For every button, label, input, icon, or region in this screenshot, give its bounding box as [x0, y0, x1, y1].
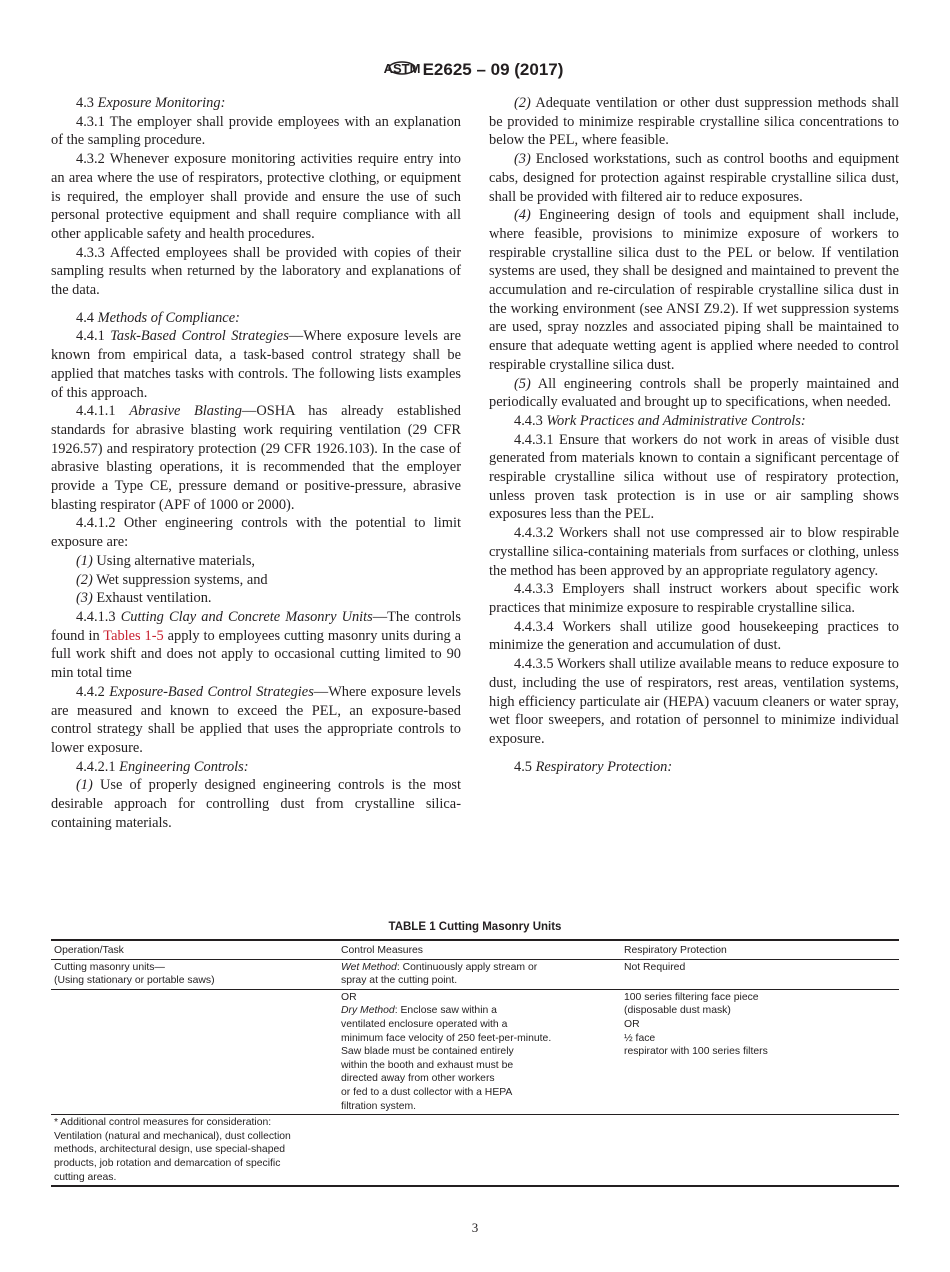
text-run: 4.4.1.1: [76, 403, 130, 420]
italic-text: Work Practices and Administrative Controls:: [546, 412, 806, 429]
text-run: 4.4.1.3: [76, 608, 121, 625]
italic-text: Task-Based Control Strategies: [110, 328, 289, 345]
text-run: 4.4.3.4 Workers shall utilize good housekeeping practices to minimize the generation and accumulation of dust.: [489, 618, 899, 654]
table-cell: [338, 959, 621, 989]
table-row: [51, 1115, 899, 1186]
text-run: apply to employees cutting masonry units during a full work shift and does not apply to occasional cutting limited to 90 min total time: [51, 627, 462, 682]
italic-text: (3): [514, 151, 531, 168]
table-title: TABLE 1 Cutting Masonry Units: [388, 921, 562, 933]
text-run: 4.4.1.2 Other engineering controls with the potential to limit exposure are:: [51, 515, 461, 551]
paragraph: [489, 655, 899, 749]
paragraph: [51, 758, 461, 777]
text-run: Adequate ventilation or other dust suppression methods shall be provided to minimize respirable crystalline silica concentrations to below the PEL, where feasible.: [489, 95, 899, 149]
paragraph: [51, 683, 461, 758]
table-cell: 100 series filtering face piece (disposable dust mask) OR ½ face respirator with 100 series filters: [621, 989, 899, 1114]
paragraph: [489, 94, 899, 150]
italic-text: (3): [76, 590, 93, 607]
text-run: 4.4.3: [514, 412, 547, 429]
paragraph: [51, 552, 461, 571]
paragraph: [489, 431, 899, 525]
table-row: [51, 959, 899, 989]
text-run: Use of properly designed engineering controls is the most desirable approach for controlling dust from crystalline silica-containing materials.: [51, 777, 461, 831]
paragraph: [51, 402, 461, 514]
text-run: 4.4.3.2 Workers shall not use compressed air to blow respirable crystalline silica-containing materials from surfaces or clothing, unless the method has been approved by an appropriate regulatory agency.: [489, 525, 899, 579]
header-cell: Respiratory Protection: [621, 940, 899, 959]
text-run: Exhaust ventilation.: [92, 590, 212, 607]
text-run: —Where exposure levels are measured and known to exceed the PEL, an exposure-based control strategy shall be applied that uses the appropriate controls to lower exposure.: [51, 683, 461, 756]
table-cell: [338, 989, 621, 1114]
table-header-row: [51, 940, 899, 959]
table-cell: [621, 1115, 899, 1186]
paragraph: [489, 524, 899, 580]
paragraph: [51, 150, 461, 244]
text-run: Using alternative materials,: [92, 552, 256, 569]
table-cell: [338, 1115, 621, 1186]
page-number: 3: [471, 1220, 479, 1235]
table-row: [51, 989, 899, 1114]
text-run: 4.4.3.5 Workers shall utilize available means to reduce exposure to dust, including the use of respirators, rest areas, ventilation systems, high efficiency particulate air (HEPA) vacuum cleaners or water spray, wet floor sweepers, and rotation of personnel to minimize individual exposure.: [489, 656, 899, 747]
standard-designation: E2625 – 09 (2017): [422, 60, 564, 79]
paragraph: [51, 309, 461, 328]
text-run: OR: [341, 991, 357, 1003]
italic-text: Exposure-Based Control Strategies: [109, 683, 314, 700]
table-cell: [51, 989, 338, 1114]
text-run: Enclosed workstations, such as control booths and equipment cabs, designed for protection against respirable crystalline silica dust, shall be provided with filtered air to reduce exposures.: [489, 151, 899, 205]
italic-text: (2): [514, 95, 531, 111]
text-run: 4.4.2: [76, 683, 110, 700]
paragraph: [51, 514, 461, 551]
paragraph: [489, 618, 899, 655]
italic-text: (5): [514, 375, 531, 392]
right-column: [489, 94, 899, 776]
paragraph: [489, 206, 899, 374]
text-run: 4.5: [514, 758, 536, 775]
italic-text: Respiratory Protection:: [535, 758, 673, 775]
paragraph: [489, 150, 899, 206]
cutting-masonry-table: [51, 939, 899, 1187]
svg-text:ASTM: ASTM: [383, 61, 420, 76]
header-cell: Operation/Task: [51, 940, 338, 959]
paragraph: [51, 113, 461, 150]
text-run: 4.3.1 The employer shall provide employees with an explanation of the sampling procedure.: [51, 113, 461, 149]
paragraph: [51, 608, 461, 683]
paragraph: [51, 327, 461, 402]
paragraph: [489, 412, 899, 431]
table-cell: Not Required: [621, 959, 899, 989]
italic-text: Exposure Monitoring:: [97, 95, 226, 111]
page-header: [0, 56, 950, 80]
italic-text: (4): [514, 207, 531, 224]
text-run: 4.4.2.1: [76, 758, 120, 775]
text-run: Wet suppression systems, and: [92, 571, 268, 588]
table-cell: * Additional control measures for consideration: Ventilation (natural and mechanical), dust collection methods, architectural design, use special-shaped products, job rotation and demarcation of specific cutting areas.: [51, 1115, 338, 1186]
header-cell: Control Measures: [338, 940, 621, 959]
text-run: All engineering controls shall be properly maintained and periodically evaluated and brought up to specifications, when needed.: [489, 375, 899, 411]
paragraph: [51, 589, 461, 608]
table-reference-link[interactable]: Tables 1-5: [103, 627, 164, 644]
paragraph: [489, 580, 899, 617]
italic-text: Abrasive Blasting: [129, 403, 242, 420]
text-run: —OSHA has already established standards for abrasive blasting work requiring ventilation (29 CFR 1926.57) and respiratory protection (29 CFR 1926.103). In the case of abrasive blasting operations, it is recommended that the employer provide a Type CE, pressure demand or positive-pressure, abrasive blasting respirator (APF of 1000 or 2000).: [51, 403, 461, 513]
paragraph: [489, 375, 899, 412]
text-run: : Enclose saw within a ventilated enclosure operated with a minimum face velocity of 250 feet-per-minute. Saw blade must be contained entirely within the booth and exhaust must be directed away from other workers or fed to a dust collector with a HEPA filtration system.: [341, 1005, 552, 1112]
paragraph: [51, 244, 461, 300]
italic-text: Dry Method: [341, 1005, 395, 1017]
paragraph: [51, 94, 461, 113]
paragraph: [51, 776, 461, 832]
italic-text: (2): [76, 571, 93, 588]
table-cell: Cutting masonry units— (Using stationary or portable saws): [51, 959, 338, 989]
text-run: 4.3.3 Affected employees shall be provided with copies of their sampling results when returned by the laboratory and explanations of the data.: [51, 244, 461, 299]
text-run: 4.4.3.1 Ensure that workers do not work in areas of visible dust generated from materials known to contain a significant percentage of respirable crystalline silica without use of respiratory protection, unless proven task protection is in use or air sampling shows exposures less than the PEL.: [489, 431, 899, 523]
astm-logo-icon: [383, 56, 420, 80]
italic-text: (1): [76, 777, 93, 794]
text-run: Engineering design of tools and equipment shall include, where feasible, provisions to minimize exposure of workers to respirable crystalline silica dust to the PEL or below. If ventilation systems are used, they shall be designed and maintained to prevent the accumulation and re-circulation of respirable crystalline silica dust in the working environment (see ANSI Z9.2). If wet suppression systems are used, spray nozzles and associated piping shall be maintained to ensure that adequate wetting agent is applied where needed to control respirable crystalline silica dust.: [489, 207, 899, 373]
text-run: 4.3: [76, 95, 98, 111]
text-run: 4.4: [76, 309, 98, 326]
text-run: 4.4.1: [76, 328, 111, 345]
italic-text: Methods of Compliance:: [97, 309, 240, 326]
italic-text: (1): [76, 552, 93, 569]
text-run: 4.4.3.3 Employers shall instruct workers about specific work practices that minimize exposure to respirable crystalline silica.: [489, 581, 899, 616]
text-run: : Continuously apply stream or spray at the cutting point.: [341, 961, 538, 987]
italic-text: Engineering Controls:: [119, 758, 249, 775]
paragraph: [489, 758, 899, 777]
italic-text: Cutting Clay and Concrete Masonry Units: [120, 608, 373, 625]
italic-text: Wet Method: [341, 961, 397, 973]
paragraph: [51, 571, 461, 590]
left-column: [51, 94, 461, 832]
text-run: 4.3.2 Whenever exposure monitoring activities require entry into an area where the use of respirators, protective clothing, or equipment is required, the employer shall provide and ensure the use of such personal protective equipment and shall require compliance with all other applicable safety and health procedures.: [51, 151, 461, 242]
text-run: —Where exposure levels are known from empirical data, a task-based control strategy shall be applied that matches tasks with controls. The following lists examples of this approach.: [51, 328, 461, 401]
text-run: —The controls found in: [51, 608, 461, 644]
